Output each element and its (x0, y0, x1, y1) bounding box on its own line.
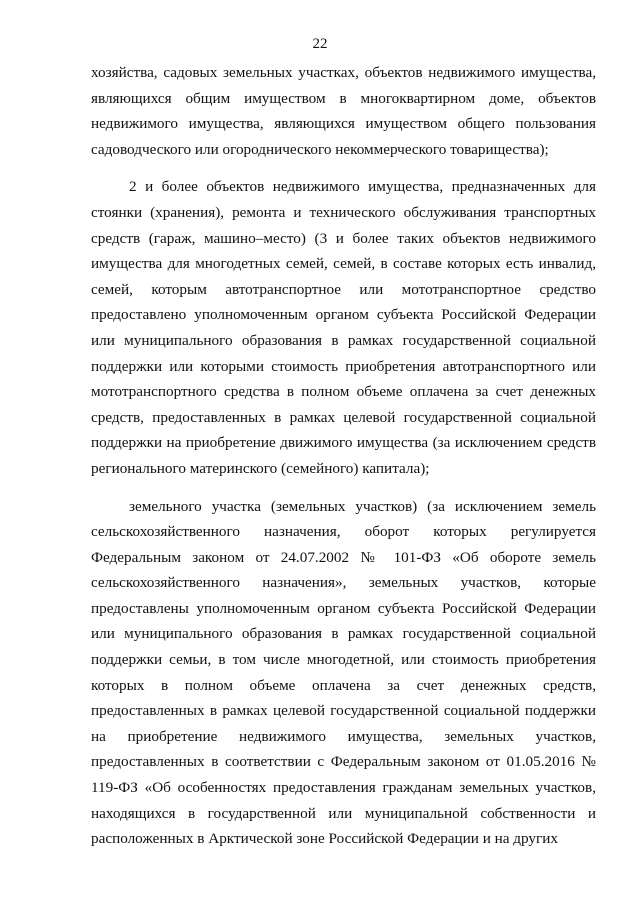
page-number: 22 (312, 36, 328, 52)
document-body (91, 60, 596, 852)
paragraph-garage-objects: 2 и более объектов недвижимого имущества, предназначенных для стоянки (хранения), ремонта и технического обслуживания транспортных средств (гараж, машино–место) (3 и более таких объектов недвижимого имущества для многодетных семей, семей, в составе которых есть инвалид, семей, которым автотранспортное или мототранспортное средство предоставлено уполномоченным органом субъекта Российской Федерации или муниципального образования в рамках государственной социальной поддержки или которыми стоимость приобретения автотранспортного или мототранспортного средства в полном объеме оплачена за счет денежных средств, предоставленных в рамках целевой государственной социальной поддержки на приобретение движимого имущества (за исключением средств регионального материнского (семейного) капитала); (91, 178, 596, 477)
paragraph-land-plots: земельного участка (земельных участков) (за исключением земель сельскохозяйственного назначения, оборот которых регулируется Федеральным законом от 24.07.2002 № 101-ФЗ «Об обороте земель сельскохозяйственного назначения», земельных участков, которые предоставлены уполномоченным органом субъекта Российской Федерации или муниципального образования в рамках государственной социальной поддержки семьи, в том числе многодетной, или стоимость приобретения которых в полном объеме оплачена за счет денежных средств, предоставленных в рамках целевой государственной социальной поддержки на приобретение недвижимого имущества, земельных участков, предоставленных в соответствии с Федеральным законом от 01.05.2016 № 119-ФЗ «Об особенностях предоставления гражданам земельных участков, находящихся в государственной или муниципальной собственности и расположенных в Арктической зоне Российской Федерации и на других (91, 497, 596, 848)
paragraph-continuation: хозяйства, садовых земельных участках, объектов недвижимого имущества, являющихся общим имуществом в многоквартирном доме, объектов недвижимого имущества, являющихся имуществом общего пользования садоводческого или огороднического некоммерческого товарищества); (91, 64, 596, 158)
